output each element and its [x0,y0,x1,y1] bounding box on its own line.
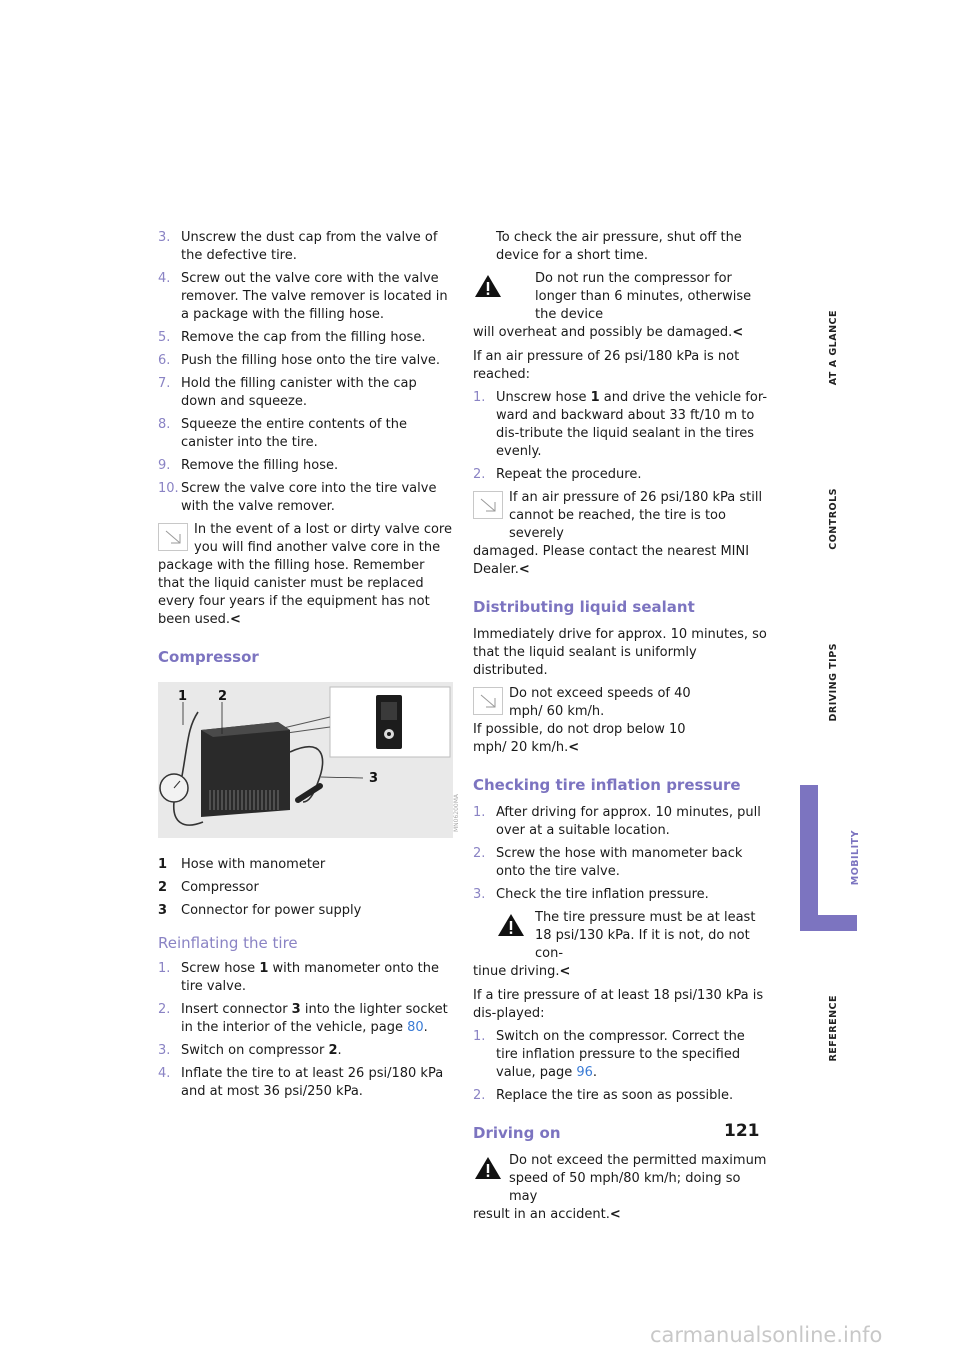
step-list-reinflate [158,960,453,1101]
warning-text: Do not run the compressor for longer than 6 minutes, otherwise the device [535,271,752,322]
note-text: damaged. Please contact the nearest MINI Dealer. [473,544,750,577]
note-arrow-icon [158,523,188,551]
list-item: 2. Replace the tire as soon as possible. [473,1088,734,1103]
legend-item: 3 Connector for power supply [158,903,362,918]
footer-watermark: carmanualsonline.info [650,1323,883,1347]
end-mark: < [518,562,530,577]
end-mark: < [559,964,571,979]
note-severely-damaged [473,489,768,579]
if-displayed-text: If a tire pressure of at least 18 psi/130 kPa is dis-played: [473,988,764,1021]
list-item: 1. Switch on the compressor. Correct the tire inflation pressure to the specified value, page 96. [473,1029,745,1080]
note-arrow-icon [473,491,503,519]
list-item: 1. Screw hose 1 with manometer onto the tire valve. [158,961,439,994]
side-tab-reference[interactable]: REFERENCE [828,995,839,1062]
note-text: Do not exceed speeds of 40 mph/ 60 km/h. [509,686,691,719]
list-item: 10. Screw the valve core into the tire valve with the valve remover. [158,481,437,514]
warning-icon [473,272,503,300]
side-tab-mobility-label: MOBILITY [850,830,861,886]
warning-text: will overheat and possibly be damaged. [473,325,733,340]
note-text: If an air pressure of 26 psi/180 kPa still cannot be reached, the tire is too severely [509,490,763,541]
note-text: package with the filling hose. Remember that the liquid canister must be replaced every four years if the equipment has not been used. [158,558,430,627]
section-heading-compressor: Compressor [158,648,259,666]
warning-text: result in an accident. [473,1207,610,1222]
note-arrow-icon [473,687,503,715]
list-item: 6. Push the filling hose onto the tire valve. [158,353,441,368]
figure-label-1: 1 [178,689,188,704]
section-heading-driving-on: Driving on [473,1124,561,1142]
list-item: 2. Insert connector 3 into the lighter socket in the interior of the vehicle, page 80. [158,1002,448,1035]
page-link-80[interactable]: 80 [407,1020,424,1035]
list-item: 3. Check the tire inflation pressure. [473,887,709,902]
list-item: 1. Unscrew hose 1 and drive the vehicle for-ward and backward about 33 ft/10 m to dis-tribute the liquid sealant in the tires evenly. [473,390,768,459]
list-item: 7. Hold the filling canister with the cap down and squeeze. [158,376,417,409]
warning-text: tinue driving. [473,964,560,979]
note-speed-limit [473,685,768,757]
warning-minimum-pressure [473,909,768,981]
end-mark: < [230,612,241,627]
subheading-reinflating: Reinflating the tire [158,934,298,952]
list-item: 2. Repeat the procedure. [473,467,642,482]
side-tab-controls[interactable]: CONTROLS [828,488,839,550]
page-link-96[interactable]: 96 [576,1065,593,1080]
side-tab-at-a-glance[interactable]: AT A GLANCE [828,310,839,386]
step-list-valve [158,229,453,516]
left-column [158,229,460,1106]
note-valve-core [158,521,453,629]
figure-code: MN06200MA [453,793,460,832]
section-heading-distributing: Distributing liquid sealant [473,598,695,616]
page-number: 121 [724,1121,760,1141]
warning-compressor-time [473,270,768,342]
list-item: 8. Squeeze the entire contents of the canister into the tire. [158,417,407,450]
compressor-illustration [158,682,460,838]
distributing-text: Immediately drive for approx. 10 minutes, so that the liquid sealant is uniformly distributed. [473,627,767,678]
side-tab-driving-tips[interactable]: DRIVING TIPS [828,643,839,722]
not-reached-text: If an air pressure of 26 psi/180 kPa is not reached: [473,349,740,382]
list-item: 2. Screw the hose with manometer back onto the tire valve. [473,846,743,879]
legend-item: 2 Compressor [158,880,259,895]
list-item: 4. Inflate the tire to at least 26 psi/180 kPa and at most 36 psi/250 kPa. [158,1066,444,1099]
note-text: If possible, do not drop below 10 mph/ 20 km/h. [473,722,686,755]
warning-text: Do not exceed the permitted maximum speed of 50 mph/80 km/h; doing so may [509,1153,767,1204]
right-column [473,229,768,1230]
end-mark: < [568,740,580,755]
warning-icon [473,1154,503,1182]
list-item: 9. Remove the filling hose. [158,458,339,473]
figure-label-3: 3 [369,771,379,786]
end-mark: < [609,1207,621,1222]
list-item: 1. After driving for approx. 10 minutes, pull over at a suitable location. [473,805,761,838]
section-heading-checking: Checking tire inflation pressure [473,776,741,794]
warning-icon [496,911,526,939]
note-text: In the event of a lost or dirty valve core you will find another valve core in the [194,522,452,555]
figure-legend [158,856,453,920]
list-item: 3. Switch on compressor 2. [158,1043,342,1058]
warning-maximum-speed [473,1152,768,1224]
legend-item: 1 Hose with manometer [158,857,326,872]
warning-text: The tire pressure must be at least 18 psi/130 kPa. If it is not, do not con- [535,910,756,961]
list-item: 4. Screw out the valve core with the valve remover. The valve remover is located in a package with the filling hose. [158,271,448,322]
end-mark: < [732,325,744,340]
list-item: 3. Unscrew the dust cap from the valve of the defective tire. [158,230,438,263]
figure-label-2: 2 [218,689,228,704]
side-tab-mobility[interactable] [800,785,861,931]
check-pressure-text: To check the air pressure, shut off the device for a short time. [496,230,742,263]
list-item: 5. Remove the cap from the filling hose. [158,330,426,345]
